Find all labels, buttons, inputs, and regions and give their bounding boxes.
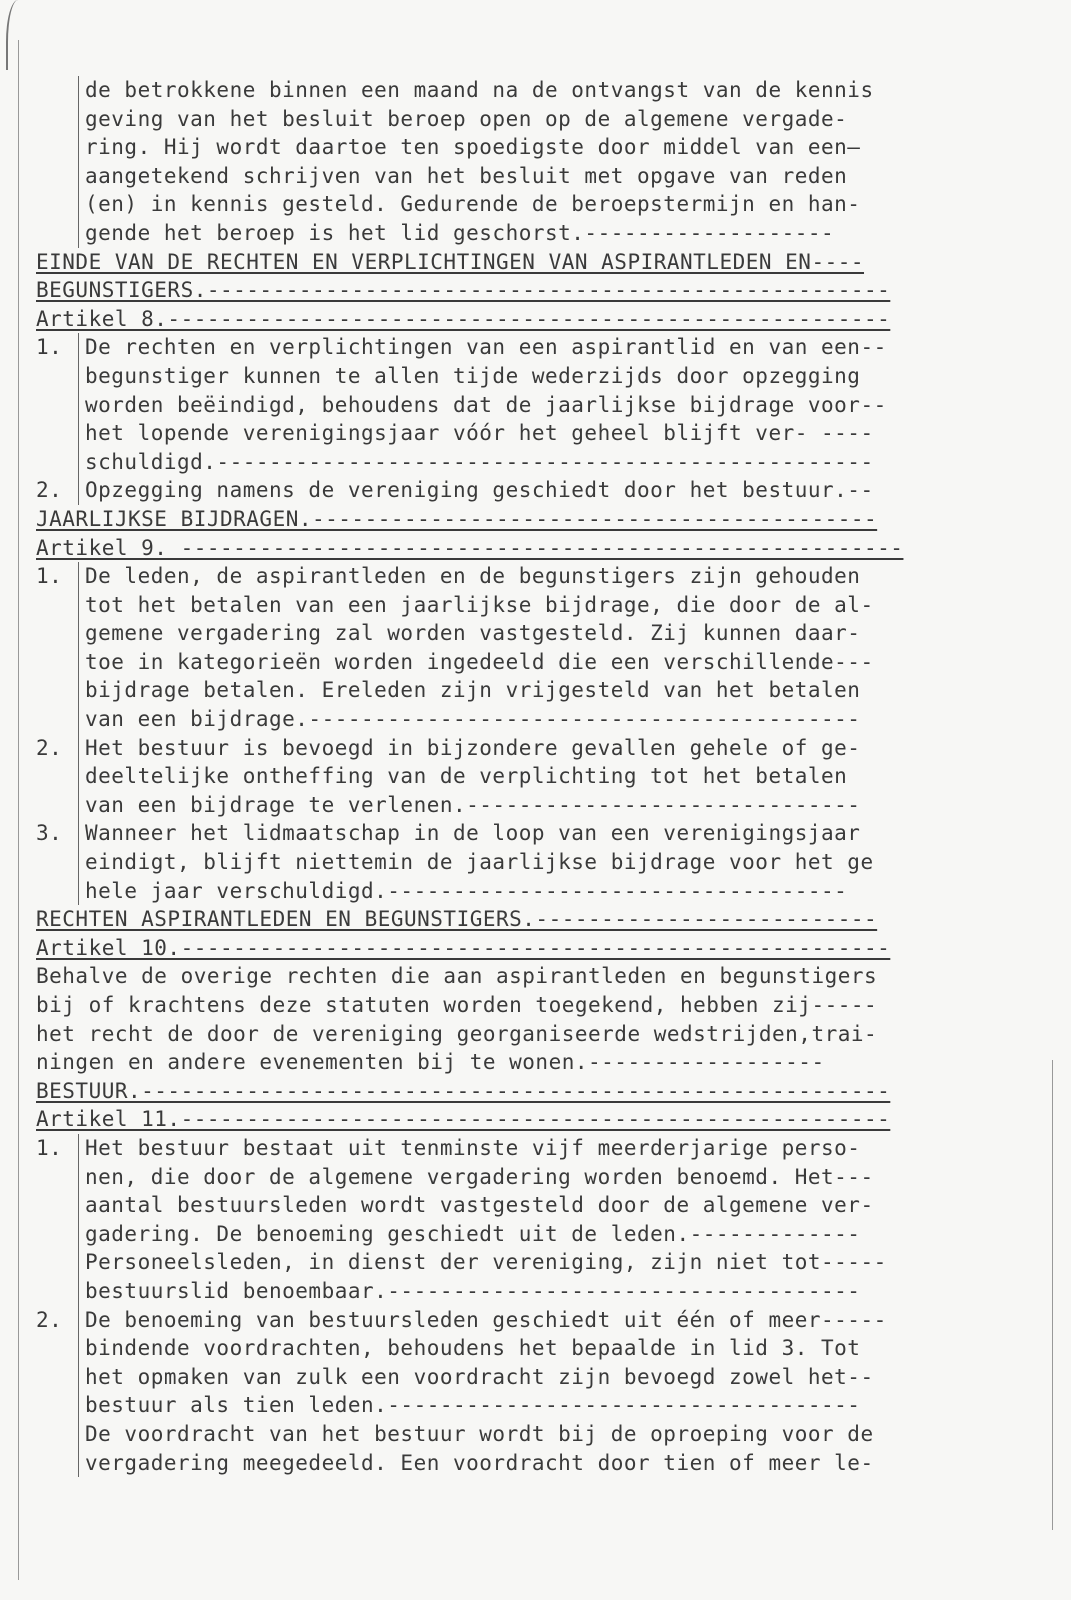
text-line: ring. Hij wordt daartoe ten spoedigste door middel van een—	[85, 135, 861, 160]
text-line: hele jaar verschuldigd.-----------------------------------	[85, 878, 848, 903]
text-line: schuldigd.--------------------------------------------------	[85, 449, 874, 474]
article-title: Artikel 10.------------------------------------------------------	[36, 935, 891, 960]
text-line: tot het betalen van een jaarlijkse bijdrage, die door de al-	[85, 592, 874, 617]
text-line: gende het beroep is het lid geschorst.-------------------	[85, 220, 835, 245]
document-body	[36, 76, 1046, 1477]
text-line: van een bijdrage te verlenen.------------------------------	[85, 792, 861, 817]
section-heading: BEGUNSTIGERS.----------------------------------------------------	[36, 278, 891, 303]
section-heading: JAARLIJKSE BIJDRAGEN.-------------------------------------------	[36, 506, 878, 531]
paragraph-number: 2.	[36, 478, 63, 503]
text-line: bestuur als tien leden.------------------------------------	[85, 1393, 861, 1418]
paragraph	[36, 1306, 1046, 1478]
text-line: Het bestuur is bevoegd in bijzondere gevallen gehele of ge-	[85, 735, 861, 760]
paragraph-body	[78, 476, 1046, 505]
paragraph-number: 1.	[36, 564, 63, 589]
text-line: nen, die door de algemene vergadering worden benoemd. Het---	[85, 1164, 874, 1189]
paragraph	[36, 476, 1046, 505]
text-line: vergadering meegedeeld. Een voordracht door tien of meer le-	[85, 1450, 874, 1475]
paragraph-number: 1.	[36, 335, 63, 360]
text-line: gadering. De benoeming geschiedt uit de leden.-------------	[85, 1221, 861, 1246]
paragraph-body	[78, 562, 1046, 734]
text-line: aangetekend schrijven van het besluit met opgave van reden	[85, 163, 848, 188]
text-line: De leden, de aspirantleden en de begunstigers zijn gehouden	[85, 564, 861, 589]
paragraph-number	[36, 76, 78, 248]
text-line: Het bestuur bestaat uit tenminste vijf meerderjarige perso-	[85, 1135, 861, 1160]
paragraph-body	[78, 734, 1046, 820]
paragraph	[36, 734, 1046, 820]
paragraph	[36, 562, 1046, 734]
paragraph-number: 3.	[36, 821, 63, 846]
text-line: geving van het besluit beroep open op de algemene vergade-	[85, 106, 848, 131]
text-line: toe in kategorieën worden ingedeeld die een verschillende---	[85, 649, 874, 674]
text-line: bindende voordrachten, behoudens het bepaalde in lid 3. Tot	[85, 1336, 861, 1361]
paragraph-number: 1.	[36, 1135, 63, 1160]
text-line: ningen en andere evenementen bij te wonen.------------------	[36, 1050, 825, 1075]
article-title: Artikel 11.------------------------------------------------------	[36, 1107, 891, 1132]
paragraph-number: 2.	[36, 735, 63, 760]
text-line: bijdrage betalen. Ereleden zijn vrijgesteld van het betalen	[85, 678, 861, 703]
text-line: begunstiger kunnen te allen tijde wederzijds door opzegging	[85, 363, 861, 388]
paragraph-body	[78, 1134, 1046, 1306]
text-line: de betrokkene binnen een maand na de ontvangst van de kennis	[85, 78, 874, 102]
paragraph	[36, 819, 1046, 905]
text-line: van een bijdrage.------------------------------------------	[85, 707, 861, 732]
paragraph-body	[78, 819, 1046, 905]
paragraph	[36, 76, 1046, 248]
text-line: Wanneer het lidmaatschap in de loop van een verenigingsjaar	[85, 821, 861, 846]
text-line: deeltelijke ontheffing van de verplichting tot het betalen	[85, 764, 848, 789]
section-heading: BESTUUR.---------------------------------------------------------	[36, 1078, 891, 1103]
text-line: De rechten en verplichtingen van een aspirantlid en van een--	[85, 335, 887, 360]
text-line: het opmaken van zulk een voordracht zijn bevoegd zowel het--	[85, 1364, 874, 1389]
margin-rule	[18, 40, 25, 1580]
article-title: Artikel 8.-------------------------------------------------------	[36, 306, 891, 331]
text-line: eindigt, blijft niettemin de jaarlijkse bijdrage voor het ge	[85, 850, 874, 875]
paragraph	[36, 1134, 1046, 1306]
paragraph-body	[78, 1306, 1046, 1478]
paragraph	[36, 333, 1046, 476]
text-line: Behalve de overige rechten die aan aspirantleden en begunstigers	[36, 964, 878, 989]
text-line: De benoeming van bestuursleden geschiedt uit één of meer-----	[85, 1307, 887, 1332]
text-line: (en) in kennis gesteld. Gedurende de beroepstermijn en han-	[85, 192, 861, 217]
text-line: het lopende verenigingsjaar vóór het geheel blijft ver- ----	[85, 421, 874, 446]
text-line: worden beëindigd, behoudens dat de jaarlijkse bijdrage voor--	[85, 392, 887, 417]
section-heading: EINDE VAN DE RECHTEN EN VERPLICHTINGEN VAN ASPIRANTLEDEN EN----	[36, 249, 865, 274]
paragraph-number: 2.	[36, 1307, 63, 1332]
paragraph-body	[78, 76, 1046, 248]
text-line: De voordracht van het bestuur wordt bij de oproeping voor de	[85, 1421, 874, 1446]
paragraph-body	[78, 333, 1046, 476]
text-line: bestuurslid benoembaar.------------------------------------	[85, 1278, 861, 1303]
text-line: gemene vergadering zal worden vastgesteld. Zij kunnen daar-	[85, 621, 861, 646]
article-title: Artikel 9. -------------------------------------------------------	[36, 535, 904, 560]
text-line: het recht de door de vereniging georganiseerde wedstrijden,trai-	[36, 1021, 878, 1046]
text-line: Personeelsleden, in dienst der vereniging, zijn niet tot-----	[85, 1250, 887, 1275]
text-line: bij of krachtens deze statuten worden toegekend, hebben zij-----	[36, 993, 878, 1017]
text-line: aantal bestuursleden wordt vastgesteld door de algemene ver-	[85, 1193, 874, 1218]
text-line: Opzegging namens de vereniging geschiedt door het bestuur.--	[85, 478, 874, 503]
right-margin-rule	[1052, 1060, 1054, 1530]
section-heading: RECHTEN ASPIRANTLEDEN EN BEGUNSTIGERS.--------------------------	[36, 907, 878, 932]
